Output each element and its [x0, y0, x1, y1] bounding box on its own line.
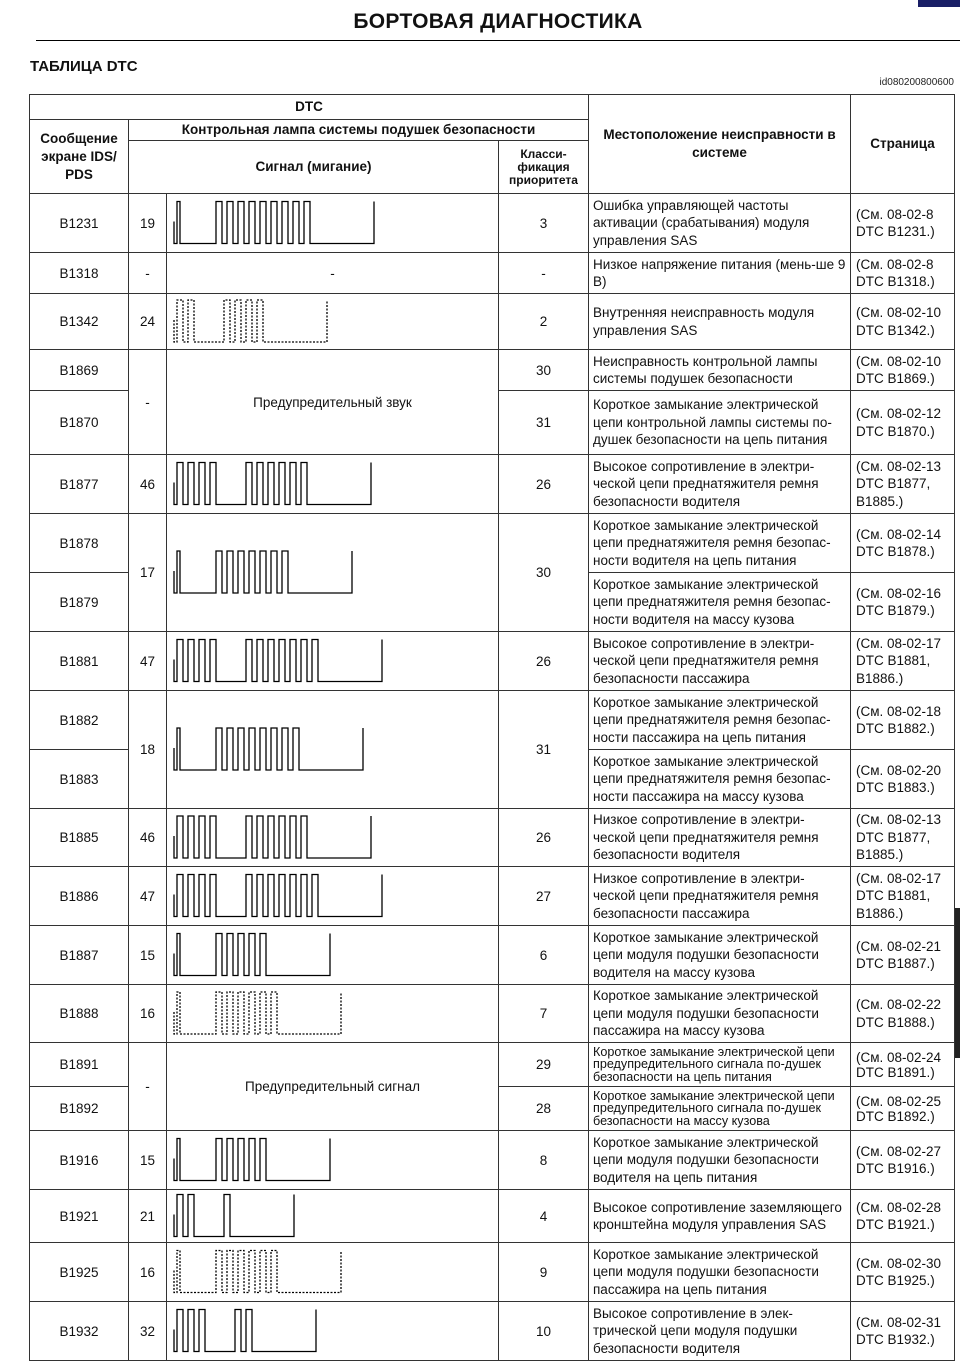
flash-count: -	[129, 1043, 167, 1131]
flash-signal	[167, 1190, 499, 1243]
dtc-code: B1892	[30, 1087, 129, 1131]
flash-signal	[167, 1243, 499, 1302]
priority: 27	[499, 867, 589, 926]
flash-pattern-16	[167, 1244, 498, 1301]
page-ref: (См. 08-02-28 DTC B1921.)	[851, 1190, 955, 1243]
title-divider	[36, 40, 960, 41]
dtc-code: B1318	[30, 253, 129, 294]
flash-signal	[167, 985, 499, 1043]
table-row	[30, 632, 955, 691]
priority: 10	[499, 1302, 589, 1361]
page-ref: (См. 08-02-20 DTC B1883.)	[851, 750, 955, 809]
waveform-line	[174, 300, 327, 342]
fault-description: Высокое сопротивление в электри-ческой цепи преднатяжителя ремня безопасности водителя	[589, 455, 851, 514]
header-page: Страница	[851, 95, 955, 194]
flash-count: 18	[129, 691, 167, 809]
fault-description: Низкое сопротивление в электри-ческой цепи преднатяжителя ремня безопасности пассажира	[589, 867, 851, 926]
flash-count: 17	[129, 514, 167, 632]
table-row	[30, 1131, 955, 1190]
flash-pattern-46	[167, 810, 498, 866]
page-ref: (См. 08-02-16 DTC B1879.)	[851, 573, 955, 632]
waveform-line	[174, 462, 371, 504]
page-ref: (См. 08-02-13 DTC B1877, B1885.)	[851, 455, 955, 514]
fault-description: Короткое замыкание электрической цепи преднатяжителя ремня безопас-ности пассажира на массу кузова	[589, 750, 851, 809]
flash-count: 16	[129, 985, 167, 1043]
header-lamp: Контрольная лампа системы подушек безопасности	[129, 120, 589, 141]
table-row	[30, 926, 955, 985]
priority: 2	[499, 294, 589, 350]
dtc-code: B1883	[30, 750, 129, 809]
flash-signal	[167, 691, 499, 809]
table-row	[30, 455, 955, 514]
page-ref: (См. 08-02-17 DTC B1881, B1886.)	[851, 632, 955, 691]
fault-description: Неисправность контрольной лампы системы подушек безопасности	[589, 350, 851, 391]
flash-pattern-46	[167, 456, 498, 513]
flash-pattern-47	[167, 633, 498, 690]
table-row	[30, 294, 955, 350]
page-ref: (См. 08-02-22 DTC B1888.)	[851, 985, 955, 1043]
page-ref: (См. 08-02-30 DTC B1925.)	[851, 1243, 955, 1302]
fault-description: Высокое сопротивление в электри-ческой цепи преднатяжителя ремня безопасности пассажира	[589, 632, 851, 691]
dtc-code: B1877	[30, 455, 129, 514]
priority: 30	[499, 350, 589, 391]
priority: 31	[499, 391, 589, 455]
dtc-code: B1870	[30, 391, 129, 455]
priority: 26	[499, 809, 589, 867]
page-ref: (См. 08-02-8 DTC B1231.)	[851, 194, 955, 253]
flash-count: 47	[129, 867, 167, 926]
priority: 3	[499, 194, 589, 253]
fault-description: Короткое замыкание электрической цепи преднатяжителя ремня безопас-ности водителя на цепь питания	[589, 514, 851, 573]
flash-pattern-15	[167, 927, 498, 984]
flash-signal	[167, 926, 499, 985]
fault-description: Короткое замыкание электрической цепи модуля подушки безопасности водителя на массу кузова	[589, 926, 851, 985]
flash-count: 24	[129, 294, 167, 350]
flash-signal	[167, 1302, 499, 1361]
fault-description: Высокое сопротивление в элек-трической цепи модуля подушки безопасности водителя	[589, 1302, 851, 1361]
priority: -	[499, 253, 589, 294]
page-ref: (См. 08-02-21 DTC B1887.)	[851, 926, 955, 985]
page-ref: (См. 08-02-31 DTC B1932.)	[851, 1302, 955, 1361]
page-ref: (См. 08-02-8 DTC B1318.)	[851, 253, 955, 294]
table-title: ТАБЛИЦА DTC	[30, 58, 138, 75]
dtc-code: B1885	[30, 809, 129, 867]
flash-count: 15	[129, 926, 167, 985]
signal-text: Предупредительный звук	[167, 350, 499, 455]
table-row	[30, 867, 955, 926]
waveform-line	[174, 816, 371, 858]
page-ref: (См. 08-02-27 DTC B1916.)	[851, 1131, 955, 1190]
flash-count: -	[129, 253, 167, 294]
corner-marker	[918, 0, 960, 7]
fault-description: Короткое замыкание электрической цепи предупредительного сигнала по-душек безопасности на цепь питания	[589, 1043, 851, 1087]
flash-count: 46	[129, 455, 167, 514]
flash-count: 47	[129, 632, 167, 691]
table-row	[30, 1302, 955, 1361]
dtc-code: B1932	[30, 1302, 129, 1361]
page-ref: (См. 08-02-25 DTC B1892.)	[851, 1087, 955, 1131]
flash-pattern-19	[167, 195, 498, 252]
waveform-line	[174, 639, 382, 681]
flash-count: 21	[129, 1190, 167, 1243]
fault-description: Ошибка управляющей частоты активации (срабатывания) модуля управления SAS	[589, 194, 851, 253]
flash-count: 46	[129, 809, 167, 867]
fault-description: Внутренняя неисправность модуля управления SAS	[589, 294, 851, 350]
flash-signal	[167, 194, 499, 253]
header-location: Местоположение неисправности в системе	[589, 95, 851, 194]
flash-count: 19	[129, 194, 167, 253]
table-row	[30, 1243, 955, 1302]
flash-pattern-16	[167, 986, 498, 1042]
fault-description: Короткое замыкание электрической цепи преднатяжителя ремня безопас-ности водителя на массу кузова	[589, 573, 851, 632]
waveform-line	[174, 1138, 330, 1180]
table-row	[30, 985, 955, 1043]
dtc-code: B1886	[30, 867, 129, 926]
page-ref: (См. 08-02-12 DTC B1870.)	[851, 391, 955, 455]
flash-pattern-47	[167, 868, 498, 925]
priority: 7	[499, 985, 589, 1043]
priority: 28	[499, 1087, 589, 1131]
fault-description: Короткое замыкание электрической цепи предупредительного сигнала по-душек безопасности на массу кузова	[589, 1087, 851, 1131]
page-title: БОРТОВАЯ ДИАГНОСТИКА	[353, 10, 643, 33]
signal-text: Предупредительный сигнал	[167, 1043, 499, 1131]
priority: 6	[499, 926, 589, 985]
fault-description: Низкое напряжение питания (мень-ше 9 В)	[589, 253, 851, 294]
priority: 4	[499, 1190, 589, 1243]
flash-signal	[167, 1131, 499, 1190]
waveform-line	[174, 201, 374, 243]
waveform-line	[174, 933, 330, 975]
priority: 9	[499, 1243, 589, 1302]
page-ref: (См. 08-02-14 DTC B1878.)	[851, 514, 955, 573]
dtc-code: B1231	[30, 194, 129, 253]
dtc-code: B1916	[30, 1131, 129, 1190]
flash-pattern-18	[167, 692, 498, 808]
waveform-line	[174, 874, 382, 916]
page-ref: (См. 08-02-17 DTC B1881, B1886.)	[851, 867, 955, 926]
waveform-line	[174, 992, 341, 1034]
flash-pattern-21	[167, 1191, 498, 1242]
dtc-code: B1921	[30, 1190, 129, 1243]
flash-count: 16	[129, 1243, 167, 1302]
flash-signal	[167, 514, 499, 632]
dtc-code: B1881	[30, 632, 129, 691]
priority: 29	[499, 1043, 589, 1087]
header-message: Сообщение экране IDS/ PDS	[30, 120, 129, 194]
fault-description: Высокое сопротивление заземляющего кронштейна модуля управления SAS	[589, 1190, 851, 1243]
priority: 30	[499, 514, 589, 632]
table-row	[30, 1043, 955, 1087]
table-row	[30, 1190, 955, 1243]
page-ref: (См. 08-02-10 DTC B1869.)	[851, 350, 955, 391]
priority: 26	[499, 632, 589, 691]
dtc-code: B1882	[30, 691, 129, 750]
dtc-code: B1891	[30, 1043, 129, 1087]
dtc-code: B1869	[30, 350, 129, 391]
signal-text: -	[167, 253, 499, 294]
waveform-line	[174, 1194, 294, 1236]
flash-signal	[167, 867, 499, 926]
page-ref: (См. 08-02-10 DTC B1342.)	[851, 294, 955, 350]
fault-description: Низкое сопротивление в электри-ческой цепи преднатяжителя ремня безопасности водителя	[589, 809, 851, 867]
table-row	[30, 691, 955, 750]
page-ref: (См. 08-02-24 DTC B1891.)	[851, 1043, 955, 1087]
dtc-table	[29, 94, 955, 1361]
flash-signal	[167, 294, 499, 350]
flash-count: 15	[129, 1131, 167, 1190]
waveform-line	[174, 728, 363, 770]
dtc-code: B1342	[30, 294, 129, 350]
table-row	[30, 350, 955, 391]
priority: 8	[499, 1131, 589, 1190]
flash-count: -	[129, 350, 167, 455]
page-ref: (См. 08-02-18 DTC B1882.)	[851, 691, 955, 750]
header-priority: Класси-фикация приоритета	[499, 141, 589, 194]
flash-pattern-17	[167, 515, 498, 631]
flash-pattern-15	[167, 1132, 498, 1189]
table-row	[30, 514, 955, 573]
flash-signal	[167, 809, 499, 867]
document-id: id080200800600	[879, 77, 954, 88]
waveform-line	[174, 1250, 341, 1292]
fault-description: Короткое замыкание электрической цепи преднатяжителя ремня безопас-ности пассажира на цепь питания	[589, 691, 851, 750]
priority: 31	[499, 691, 589, 809]
fault-description: Короткое замыкание электрической цепи модуля подушки безопасности водителя на цепь питания	[589, 1131, 851, 1190]
table-row	[30, 253, 955, 294]
header-signal: Сигнал (мигание)	[129, 141, 499, 194]
flash-pattern-32	[167, 1303, 498, 1360]
header-dtc: DTC	[30, 95, 589, 120]
flash-signal	[167, 455, 499, 514]
flash-signal	[167, 632, 499, 691]
fault-description: Короткое замыкание электрической цепи модуля подушки безопасности пассажира на цепь питания	[589, 1243, 851, 1302]
waveform-line	[174, 1309, 316, 1351]
dtc-code: B1879	[30, 573, 129, 632]
table-row	[30, 194, 955, 253]
flash-count: 32	[129, 1302, 167, 1361]
fault-description: Короткое замыкание электрической цепи контрольной лампы системы по-душек безопасности на цепь питания	[589, 391, 851, 455]
fault-description: Короткое замыкание электрической цепи модуля подушки безопасности пассажира на массу кузова	[589, 985, 851, 1043]
waveform-line	[174, 551, 352, 593]
page-ref: (См. 08-02-13 DTC B1877, B1885.)	[851, 809, 955, 867]
priority: 26	[499, 455, 589, 514]
table-row	[30, 809, 955, 867]
dtc-code: B1887	[30, 926, 129, 985]
dtc-code: B1888	[30, 985, 129, 1043]
dtc-code: B1878	[30, 514, 129, 573]
flash-pattern-24	[167, 295, 498, 349]
dtc-code: B1925	[30, 1243, 129, 1302]
